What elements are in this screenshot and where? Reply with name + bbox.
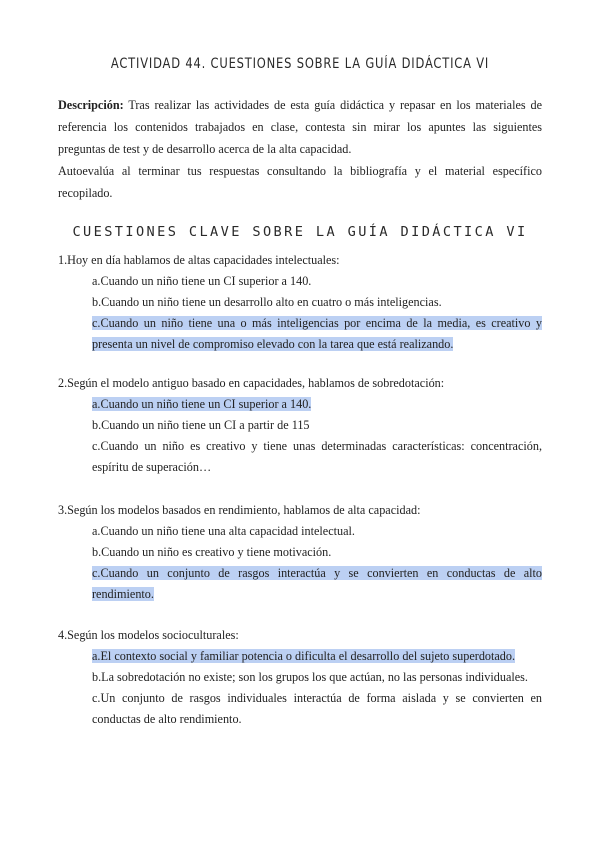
answer-option-c-selected[interactable] xyxy=(92,563,542,605)
question-text: 4.Según los modelos socioculturales: xyxy=(58,628,239,642)
description xyxy=(58,94,542,204)
answer-option-a-selected[interactable] xyxy=(92,394,542,415)
option-text-highlighted: c.Cuando un conjunto de rasgos interactúa y se convierten en conductas de alto rendimiento. xyxy=(92,566,542,601)
option-text-highlighted: c.Cuando un niño tiene una o más inteligencias por encima de la media, es creativo y presenta un nivel de compromiso elevado con la tarea que está realizando. xyxy=(92,316,542,351)
option-text: b.Cuando un niño es creativo y tiene motivación. xyxy=(92,545,332,559)
question-text: 1.Hoy en día hablamos de altas capacidades intelectuales: xyxy=(58,253,340,267)
description-label: Descripción: xyxy=(58,98,124,112)
answer-option-c[interactable] xyxy=(92,436,542,478)
question-text: 2.Según el modelo antiguo basado en capacidades, hablamos de sobredotación: xyxy=(58,376,445,390)
answer-option-c[interactable] xyxy=(92,688,542,730)
description-paragraph-2: Autoevalúa al terminar tus respuestas consultando la bibliografía y el material específico recopilado. xyxy=(58,164,542,200)
description-text: Tras realizar las actividades de esta guía didáctica y repasar en los materiales de referencia los contenidos trabajados en clase, contesta sin mirar los apuntes las siguientes preguntas de test y de desarrollo acerca de la alta capacidad. xyxy=(58,98,542,156)
option-text: b.Cuando un niño tiene un desarrollo alto en cuatro o más inteligencias. xyxy=(92,295,442,309)
question-4 xyxy=(58,625,542,730)
option-text: c.Cuando un niño es creativo y tiene unas determinadas características: concentración, espíritu de superación… xyxy=(92,439,542,474)
option-text-highlighted: a.El contexto social y familiar potencia o dificulta el desarrollo del sujeto superdotado. xyxy=(92,649,516,663)
answer-option-b[interactable] xyxy=(92,667,542,688)
answer-option-a[interactable] xyxy=(92,271,542,292)
answer-option-b[interactable] xyxy=(92,415,542,436)
option-text: c.Un conjunto de rasgos individuales interactúa de forma aislada y se convierten en conductas de alto rendimiento. xyxy=(92,691,542,726)
answer-option-c-selected[interactable] xyxy=(92,313,542,355)
section-subtitle: CUESTIONES CLAVE SOBRE LA GUÍA DIDÁCTICA VI xyxy=(72,224,528,240)
question-1 xyxy=(58,250,542,355)
option-text-highlighted: a.Cuando un niño tiene un CI superior a 140. xyxy=(92,397,312,411)
option-text: a.Cuando un niño tiene un CI superior a 140. xyxy=(92,274,312,288)
answer-option-b[interactable] xyxy=(92,292,542,313)
answer-option-b[interactable] xyxy=(92,542,542,563)
page-title: ACTIVIDAD 44. CUESTIONES SOBRE LA GUÍA DIDÁCTICA VI xyxy=(110,56,490,72)
answer-option-a-selected[interactable] xyxy=(92,646,542,667)
option-text: b.Cuando un niño tiene un CI a partir de 115 xyxy=(92,418,310,432)
question-2 xyxy=(58,373,542,478)
option-text: a.Cuando un niño tiene una alta capacidad intelectual. xyxy=(92,524,355,538)
description-paragraph xyxy=(58,94,542,160)
question-text: 3.Según los modelos basados en rendimiento, hablamos de alta capacidad: xyxy=(58,503,421,517)
answer-option-a[interactable] xyxy=(92,521,542,542)
option-text: b.La sobredotación no existe; son los grupos los que actúan, no las personas individuales. xyxy=(92,670,528,684)
question-3 xyxy=(58,500,542,605)
